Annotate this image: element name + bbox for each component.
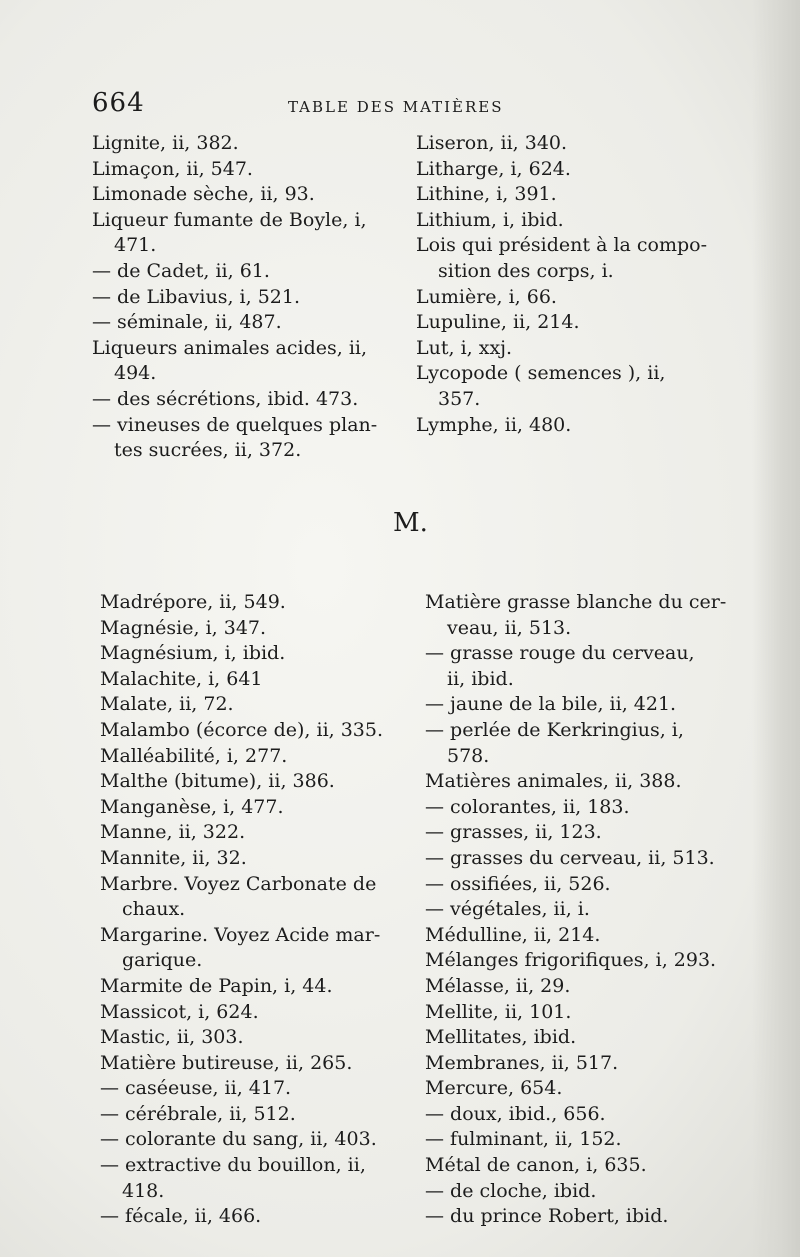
index-line: 357.	[438, 387, 481, 410]
index-line: Mellitates, ibid.	[425, 1026, 577, 1049]
index-line: — colorante du sang, ii, 403.	[100, 1128, 377, 1151]
index-line: garique.	[122, 949, 203, 972]
index-line: Mannite, ii, 32.	[100, 846, 247, 869]
page-edge-shadow	[752, 0, 800, 1257]
page-header	[92, 88, 712, 128]
index-line: Marbre. Voyez Carbonate de	[100, 872, 377, 895]
index-line: tes sucrées, ii, 372.	[114, 439, 302, 462]
index-line: Magnésie, i, 347.	[100, 616, 267, 639]
page-number: 664	[92, 88, 145, 118]
index-line: Malate, ii, 72.	[100, 693, 234, 716]
index-line: chaux.	[122, 898, 186, 921]
index-line: Malambo (écorce de), ii, 335.	[100, 718, 384, 741]
section-letter: M.	[393, 508, 428, 538]
index-line: Lois qui président à la compo-	[416, 234, 708, 257]
index-line: Manne, ii, 322.	[100, 821, 246, 844]
index-line: — du prince Robert, ibid.	[425, 1205, 669, 1228]
index-line: Manganèse, i, 477.	[100, 795, 284, 818]
index-column-right-l	[416, 131, 707, 438]
index-line: Liqueur fumante de Boyle, i,	[92, 208, 367, 231]
index-line: Margarine. Voyez Acide mar-	[100, 923, 381, 946]
index-line: — grasse rouge du cerveau,	[425, 642, 695, 665]
index-line: — ossifiées, ii, 526.	[425, 872, 611, 895]
index-line: Matière butireuse, ii, 265.	[100, 1051, 353, 1074]
index-line: Malachite, i, 641	[100, 667, 263, 690]
index-line: Marmite de Papin, i, 44.	[100, 974, 333, 997]
index-line: Lignite, ii, 382.	[92, 132, 239, 154]
index-line: 471.	[114, 234, 157, 257]
index-line: 418.	[122, 1179, 165, 1202]
index-column-left-m	[100, 590, 383, 1230]
index-line: Lithine, i, 391.	[416, 183, 557, 206]
index-line: Limonade sèche, ii, 93.	[92, 183, 315, 206]
index-line: — grasses, ii, 123.	[425, 821, 602, 844]
index-line: Membranes, ii, 517.	[425, 1051, 619, 1074]
index-line: Matière grasse blanche du cer-	[425, 591, 727, 613]
index-line: Limaçon, ii, 547.	[92, 157, 253, 180]
index-line: — fulminant, ii, 152.	[425, 1128, 622, 1151]
index-line: — végétales, ii, i.	[425, 898, 590, 921]
index-line: Matières animales, ii, 388.	[425, 770, 682, 793]
index-line: sition des corps, i.	[438, 259, 614, 282]
index-line: — colorantes, ii, 183.	[425, 795, 630, 818]
index-line: Magnésium, i, ibid.	[100, 642, 286, 665]
index-line: ii, ibid.	[447, 667, 514, 690]
index-line: 494.	[114, 362, 157, 385]
index-line: — extractive du bouillon, ii,	[100, 1154, 366, 1177]
index-line: Massicot, i, 624.	[100, 1000, 259, 1023]
index-line: — cérébrale, ii, 512.	[100, 1102, 296, 1125]
index-line: Mercure, 654.	[425, 1077, 563, 1100]
index-line: — caséeuse, ii, 417.	[100, 1077, 292, 1100]
index-line: Mellite, ii, 101.	[425, 1000, 572, 1023]
index-line: — jaune de la bile, ii, 421.	[425, 693, 677, 716]
index-line: — de cloche, ibid.	[425, 1179, 597, 1202]
index-line: Lymphe, ii, 480.	[416, 413, 572, 436]
index-line: — fécale, ii, 466.	[100, 1205, 262, 1228]
index-line: Lithium, i, ibid.	[416, 208, 564, 231]
index-line: — de Libavius, i, 521.	[92, 285, 301, 308]
index-line: Lumière, i, 66.	[416, 285, 557, 308]
index-line: Madrépore, ii, 549.	[100, 591, 286, 613]
index-line: Liqueurs animales acides, ii,	[92, 336, 368, 359]
index-line: Malléabilité, i, 277.	[100, 744, 288, 767]
running-title: TABLE DES MATIÈRES	[288, 98, 504, 116]
index-line: veau, ii, 513.	[447, 616, 572, 639]
index-line: Liseron, ii, 340.	[416, 132, 568, 154]
index-line: — doux, ibid., 656.	[425, 1102, 606, 1125]
index-column-right-m	[425, 590, 726, 1230]
index-line: — vineuses de quelques plan-	[92, 413, 378, 436]
index-line: — des sécrétions, ibid. 473.	[92, 387, 359, 410]
index-line: Lupuline, ii, 214.	[416, 311, 580, 334]
index-line: Lycopode ( semences ), ii,	[416, 362, 666, 385]
index-line: Malthe (bitume), ii, 386.	[100, 770, 335, 793]
index-line: Mélasse, ii, 29.	[425, 974, 571, 997]
index-line: — perlée de Kerkringius, i,	[425, 718, 684, 741]
index-line: Lut, i, xxj.	[416, 336, 513, 359]
index-line: Médulline, ii, 214.	[425, 923, 601, 946]
index-line: 578.	[447, 744, 490, 767]
index-line: Métal de canon, i, 635.	[425, 1154, 647, 1177]
index-line: — séminale, ii, 487.	[92, 311, 282, 334]
index-column-left-l	[92, 131, 377, 464]
index-line: — de Cadet, ii, 61.	[92, 259, 270, 282]
index-line: — grasses du cerveau, ii, 513.	[425, 846, 715, 869]
index-line: Litharge, i, 624.	[416, 157, 571, 180]
index-line: Mastic, ii, 303.	[100, 1026, 244, 1049]
index-line: Mélanges frigorifiques, i, 293.	[425, 949, 717, 972]
